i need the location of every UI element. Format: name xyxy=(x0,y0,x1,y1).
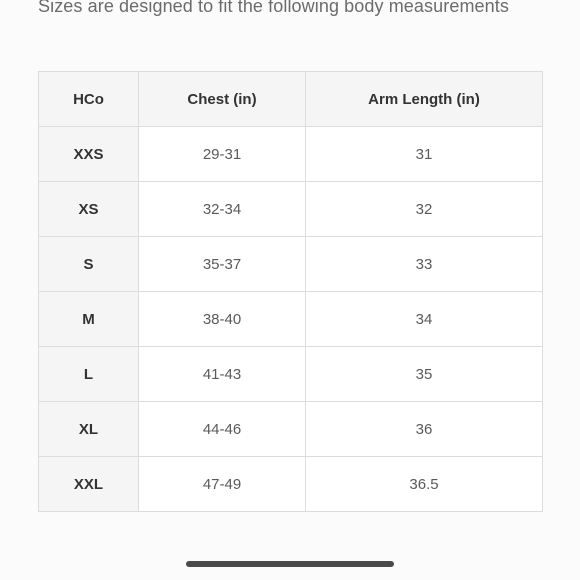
size-cell: XS xyxy=(39,182,139,237)
table-row xyxy=(39,457,543,512)
chest-cell: 44-46 xyxy=(139,402,306,457)
chest-cell: 29-31 xyxy=(139,127,306,182)
arm-length-cell: 32 xyxy=(306,182,543,237)
home-indicator[interactable] xyxy=(186,561,394,567)
arm-length-cell: 31 xyxy=(306,127,543,182)
size-cell: XL xyxy=(39,402,139,457)
arm-length-cell: 36.5 xyxy=(306,457,543,512)
size-cell: L xyxy=(39,347,139,402)
size-cell: XXL xyxy=(39,457,139,512)
size-cell: S xyxy=(39,237,139,292)
size-cell: XXS xyxy=(39,127,139,182)
table-row xyxy=(39,127,543,182)
header-chest: Chest (in) xyxy=(139,72,306,127)
arm-length-cell: 36 xyxy=(306,402,543,457)
chest-cell: 41-43 xyxy=(139,347,306,402)
chest-cell: 38-40 xyxy=(139,292,306,347)
header-arm-length: Arm Length (in) xyxy=(306,72,543,127)
header-size: HCo xyxy=(39,72,139,127)
size-cell: M xyxy=(39,292,139,347)
arm-length-cell: 35 xyxy=(306,347,543,402)
chest-cell: 32-34 xyxy=(139,182,306,237)
arm-length-cell: 34 xyxy=(306,292,543,347)
table-row xyxy=(39,402,543,457)
table-header-row xyxy=(39,72,543,127)
intro-text: Sizes are designed to fit the following body measurements xyxy=(38,0,509,16)
chest-cell: 35-37 xyxy=(139,237,306,292)
table-row xyxy=(39,347,543,402)
size-chart-table xyxy=(38,71,543,512)
table-row xyxy=(39,292,543,347)
chest-cell: 47-49 xyxy=(139,457,306,512)
arm-length-cell: 33 xyxy=(306,237,543,292)
table-row xyxy=(39,237,543,292)
table-row xyxy=(39,182,543,237)
